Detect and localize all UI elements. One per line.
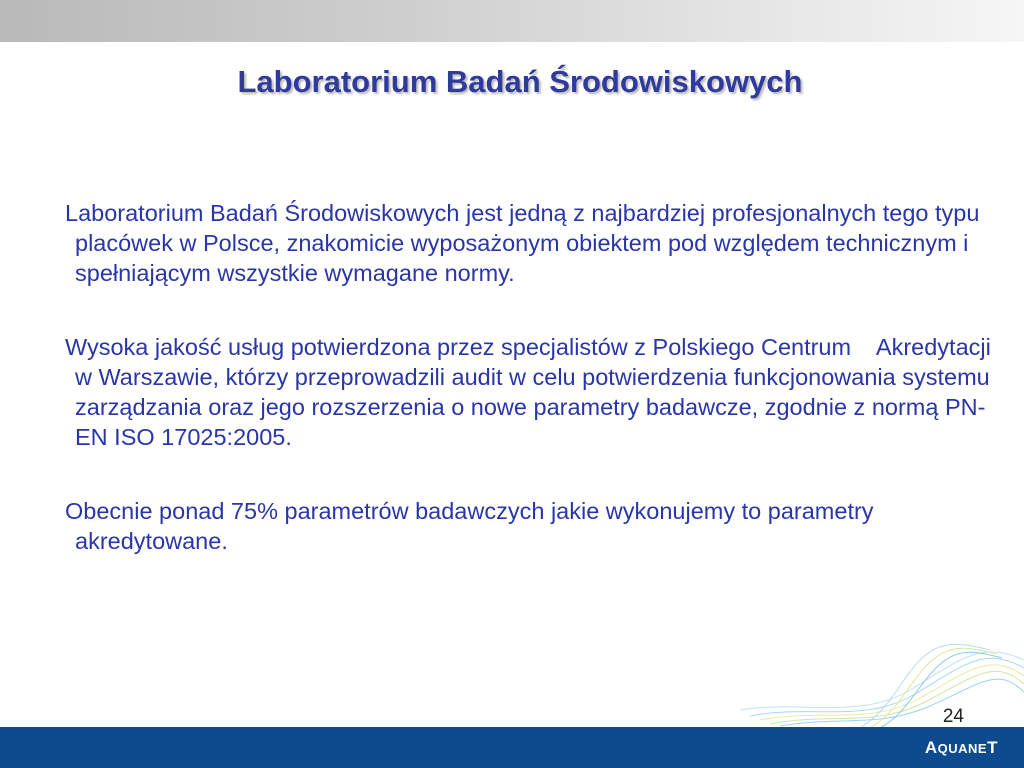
slide-body <box>65 198 1000 556</box>
aquanet-logo: AQUANET <box>924 738 998 757</box>
slide-title: Laboratorium Badań Środowiskowych <box>237 64 803 99</box>
decorative-waves <box>740 640 1024 728</box>
bottom-footer-band <box>0 727 1024 768</box>
paragraph-3: Obecnie ponad 75% parametrów badawczych jakie wykonujemy to parametry akredytowane. <box>65 498 874 554</box>
page-number: 24 <box>942 706 964 727</box>
top-header-band <box>0 0 1024 42</box>
paragraph-2: Wysoka jakość usług potwierdzona przez specjalistów z Polskiego Centrum Akredytacji w Warszawie, którzy przeprowadzili audit w celu potwierdzenia funkcjonowania systemu zarządzania oraz jego rozszerzenia o nowe parametry badawcze, zgodnie z normą PN-EN ISO 17025:2005. <box>65 334 998 450</box>
paragraph-1: Laboratorium Badań Środowiskowych jest jedną z najbardziej profesjonalnych tego typu placówek w Polsce, znakomicie wyposażonym obiektem pod względem technicznym i spełniającym wszystkie wymagane normy. <box>65 200 980 286</box>
